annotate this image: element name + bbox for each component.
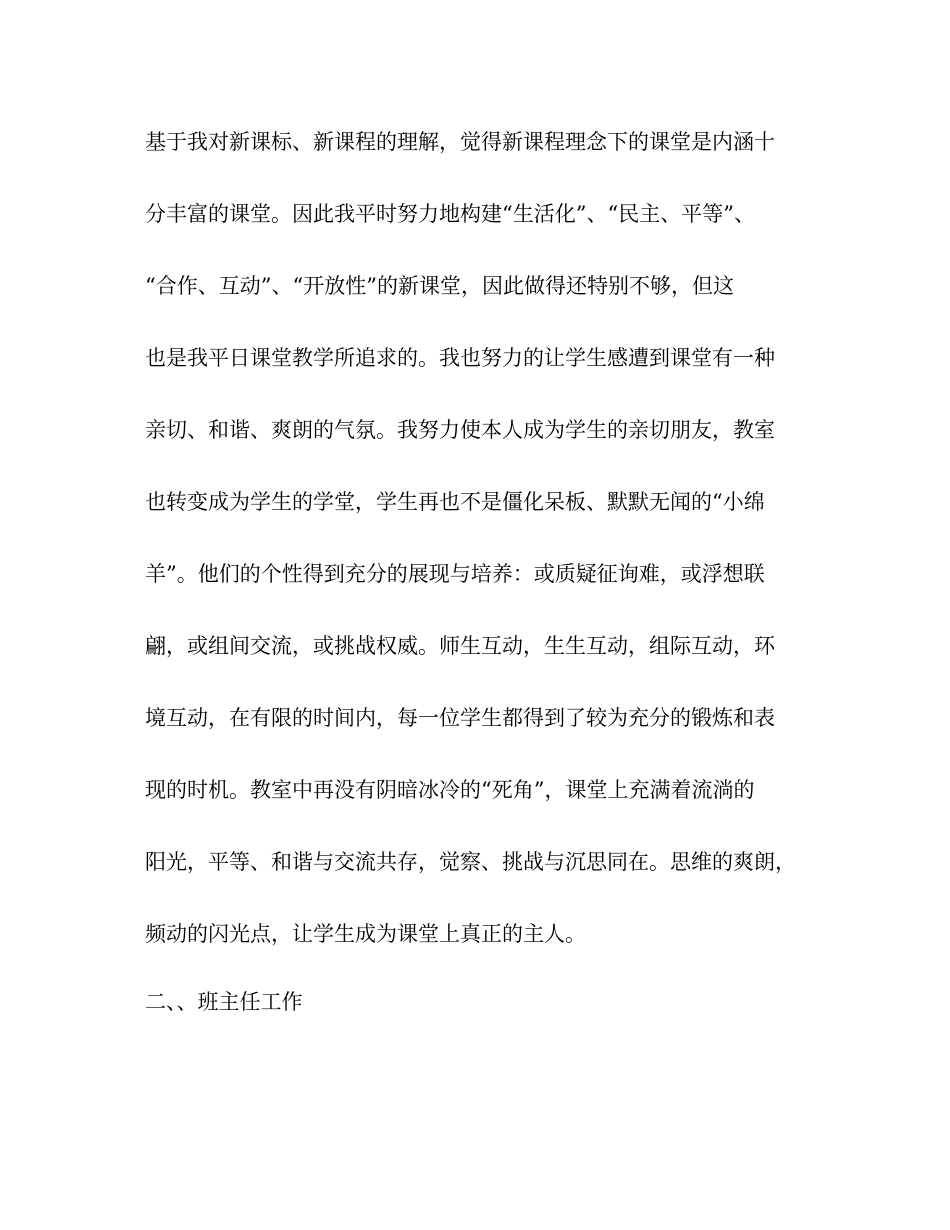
section-heading: 二、、班主任工作 xyxy=(145,990,303,1014)
paragraph-line: 阳光，平等、和谐与交流共存，觉察、挑战与沉思同在。思维的爽朗， xyxy=(145,850,796,874)
paragraph-line: 翩，或组间交流，或挑战权威。师生互动，生生互动，组际互动，环 xyxy=(145,634,775,658)
paragraph-line: “合作、互动”、“开放性”的新课堂，因此做得还特别不够，但这 xyxy=(145,274,734,298)
paragraph-line: 也转变成为学生的学堂，学生再也不是僵化呆板、默默无闻的“小绵 xyxy=(145,490,765,514)
paragraph-line: 羊”。他们的个性得到充分的展现与培养：或质疑征询难，或浮想联 xyxy=(145,562,765,586)
paragraph-line: 频动的闪光点，让学生成为课堂上真正的主人。 xyxy=(145,922,586,946)
paragraph-line: 基于我对新课标、新课程的理解，觉得新课程理念下的课堂是内涵十 xyxy=(145,130,775,154)
paragraph-line: 亲切、和谐、爽朗的气氛。我努力使本人成为学生的亲切朋友，教室 xyxy=(145,418,775,442)
paragraph-line: 也是我平日课堂教学所追求的。我也努力的让学生感遭到课堂有一种 xyxy=(145,346,775,370)
paragraph-line: 境互动，在有限的时间内，每一位学生都得到了较为充分的锻炼和表 xyxy=(145,706,775,730)
paragraph-line: 现的时机。教室中再没有阴暗冰冷的“死角”，课堂上充满着流淌的 xyxy=(145,778,755,802)
paragraph-line: 分丰富的课堂。因此我平时努力地构建“生活化”、“民主、平等”、 xyxy=(145,202,755,226)
